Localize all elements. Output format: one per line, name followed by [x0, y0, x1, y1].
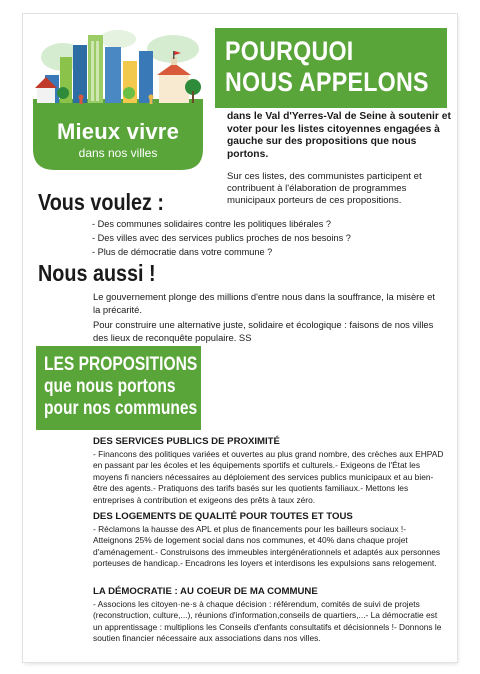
section-democratie — [93, 586, 446, 645]
section-title: DES SERVICES PUBLICS DE PROXIMITÉ — [93, 436, 280, 447]
propositions-box — [36, 346, 201, 430]
heading-vous-voulez: Vous voulez : — [38, 189, 165, 215]
nous-aussi-text — [93, 290, 438, 346]
list-item: - Des villes avec des services publics proches de nos besoins ? — [92, 231, 351, 245]
section-text: - Financons des politiques variées et ouvertes au plus grand nombre, des crèches aux EHPAD en passant par les écoles et les équipements sportifs et culturels.- Exigeons de l'État les moyens fi nanciers nécessaires au déploiement des services publics municipaux et au bien-être des agents.- Pratiquons des tarifs basés sur les quotients familiaux.- Mettons les entreprises à contribution et exigeons des prêts à taux zéro. — [93, 449, 444, 505]
intro-bold-text: dans le Val d'Yerres-Val de Seine à soutenir et voter pour les listes citoyennes engagées à gauche sur des propositions que nous portons. — [227, 111, 451, 160]
list-item: - Des communes solidaires contre les politiques libérales ? — [92, 217, 351, 231]
paragraph: Pour construire une alternative juste, solidaire et écologique : faisons de nos villes des lieux de reconquête populaire. SS — [93, 319, 434, 343]
list-item: - Plus de démocratie dans votre commune ? — [92, 245, 351, 259]
logo — [33, 27, 203, 170]
section-title: DES LOGEMENTS DE QUALITÉ POUR TOUTES ET TOUS — [93, 511, 353, 522]
headline-line-1: POURQUOI — [225, 36, 354, 66]
paragraph: Le gouvernement plonge des millions d'entre nous dans la souffrance, la misère et la précarité. — [93, 291, 435, 315]
section-logements — [93, 511, 446, 570]
section-services-publics — [93, 436, 446, 506]
logo-title: Mieux vivre — [56, 119, 180, 144]
headline-line-2: NOUS APPELONS — [225, 67, 429, 97]
propositions-line-1: LES PROPOSITIONS — [44, 354, 198, 375]
intro-text: Sur ces listes, des communistes participent et contribuent à l'élaboration de programmes municipaux porteurs de ces propositions. — [227, 171, 422, 206]
propositions-line-2: que nous portons — [44, 376, 176, 397]
section-title: LA DÉMOCRATIE : AU COEUR DE MA COMMUNE — [93, 586, 318, 597]
section-text: - Réclamons la hausse des APL et plus de financements pour les bailleurs sociaux !- Atteignons 25% de logement social dans nos communes, et 40% dans chaque projet d'aménagement.- Construisons des immeubles intergénérationnels et adaptés aux personnes porteuses de handicap.- Encadrons les loyers et interdisons les expulsions sans relogement. — [93, 524, 441, 569]
propositions-line-3: pour nos communes — [44, 398, 198, 419]
heading-nous-aussi: Nous aussi ! — [38, 260, 156, 286]
logo-subtitle: dans nos villes — [78, 146, 158, 160]
section-text: - Associons les citoyen·ne·s à chaque décision : référendum, comités de suivi de projets (reconstruction, culture,...), réunions d'information,conseils de quartiers,...- La démocratie est un apprentissage : multiplions les Conseils d'enfants consultatifs et décisionnels !- Donnons le soutien financier nécessaire aux associations dans nos villes. — [93, 599, 442, 644]
headline-box — [215, 28, 447, 108]
wishes-list — [92, 217, 351, 259]
logo-text — [33, 119, 203, 160]
